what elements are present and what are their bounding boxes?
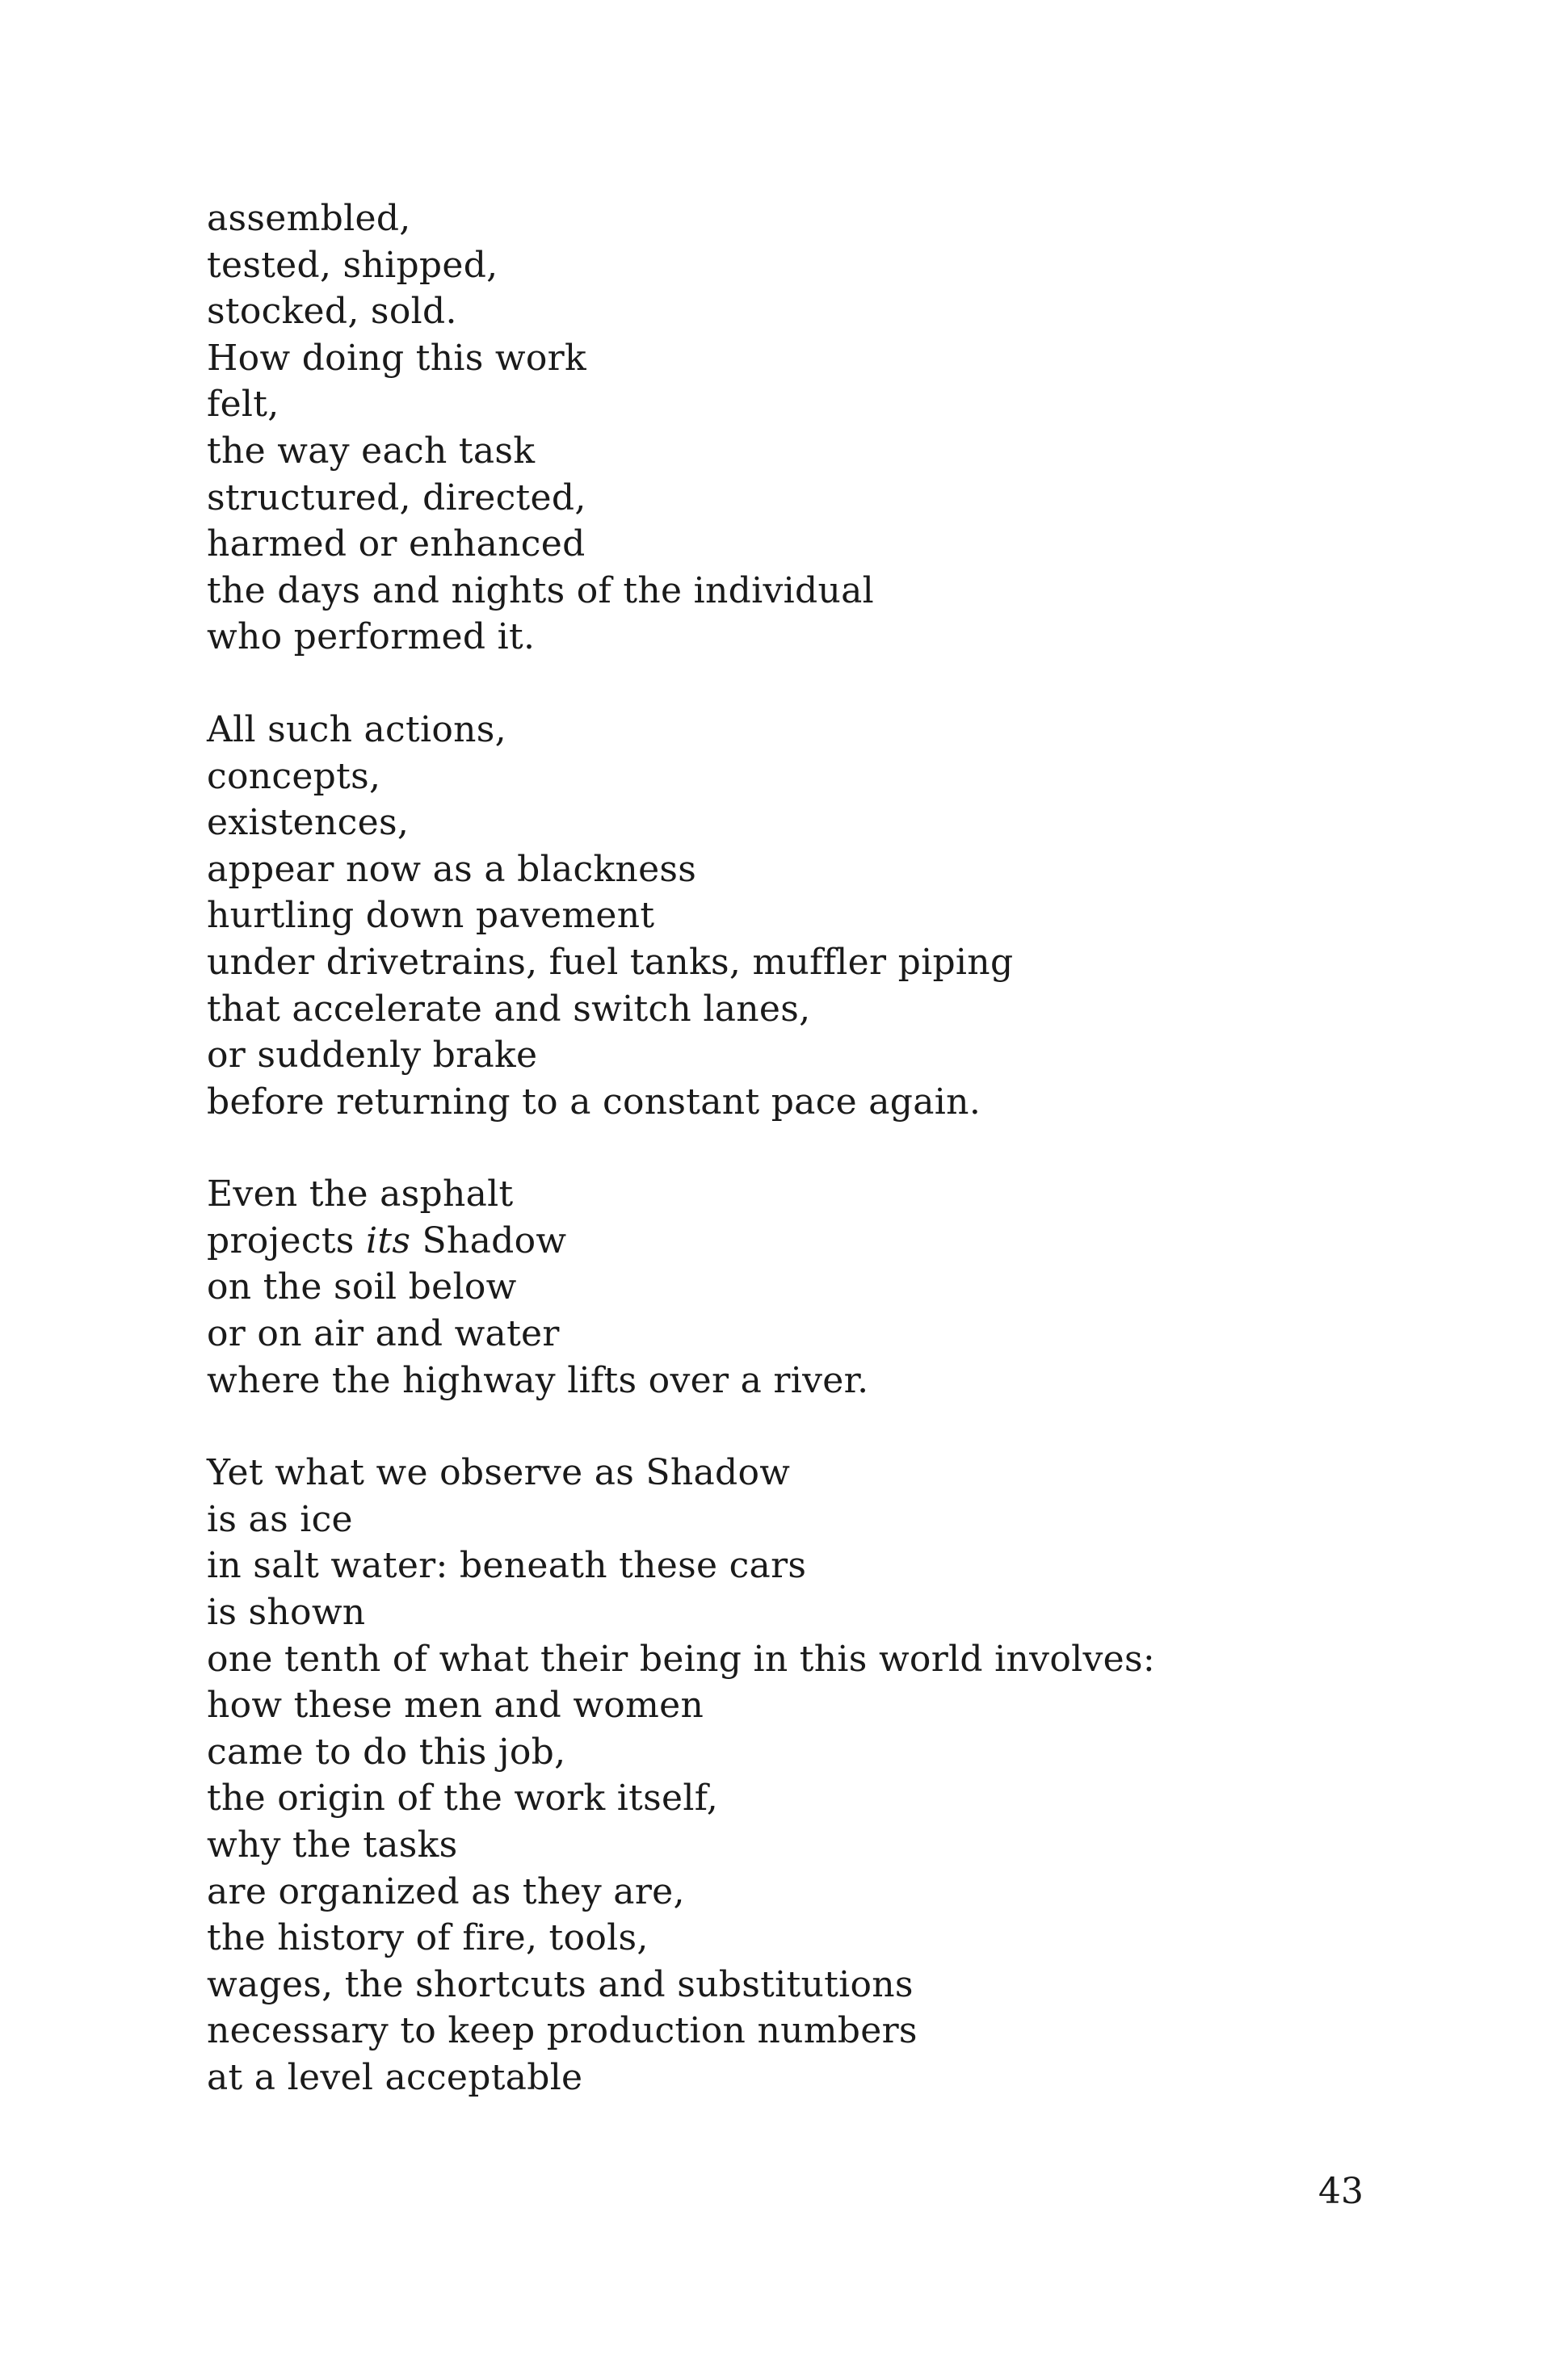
poem-line: under drivetrains, fuel tanks, muffler piping bbox=[207, 941, 1014, 983]
poem-line: the days and nights of the individual bbox=[207, 569, 875, 611]
poem-line: where the highway lifts over a river. bbox=[207, 1359, 869, 1401]
poem-line: is shown bbox=[207, 1592, 366, 1634]
line-text: projects bbox=[207, 1219, 366, 1261]
poem-line: hurtling down pavement bbox=[207, 895, 655, 937]
poem-line: wages, the shortcuts and substitutions bbox=[207, 1963, 914, 2005]
poem-line: All such actions, bbox=[207, 708, 506, 750]
poem-line: structured, directed, bbox=[207, 476, 586, 518]
poem-line: concepts, bbox=[207, 755, 381, 797]
poem-line: is as ice bbox=[207, 1498, 353, 1540]
poem-line bbox=[207, 1218, 1467, 1265]
poem-line: or suddenly brake bbox=[207, 1035, 538, 1077]
stanza-3 bbox=[207, 1171, 1467, 1404]
poem-line: how these men and women bbox=[207, 1685, 704, 1727]
poem-line: Even the asphalt bbox=[207, 1173, 514, 1215]
poem-line: harmed or enhanced bbox=[207, 523, 586, 565]
stanza-2 bbox=[207, 707, 1467, 1125]
poem-line: are organized as they are, bbox=[207, 1870, 685, 1912]
stanza-4 bbox=[207, 1450, 1467, 2101]
poem-line: in salt water: beneath these cars bbox=[207, 1545, 807, 1587]
poem-line: How doing this work bbox=[207, 337, 586, 379]
poem-line: who performed it. bbox=[207, 616, 536, 658]
poem-line: necessary to keep production numbers bbox=[207, 2010, 918, 2052]
poem-line: existences, bbox=[207, 802, 410, 844]
poem-line: felt, bbox=[207, 384, 279, 426]
poem-body bbox=[207, 195, 1467, 2147]
poem-line: why the tasks bbox=[207, 1824, 458, 1866]
poem-line: the history of fire, tools, bbox=[207, 1917, 649, 1959]
poem-line: came to do this job, bbox=[207, 1731, 566, 1773]
poem-line: that accelerate and switch lanes, bbox=[207, 988, 811, 1030]
poem-line: assembled, bbox=[207, 198, 411, 239]
poem-line: the way each task bbox=[207, 430, 536, 472]
poem-line: before returning to a constant pace again. bbox=[207, 1081, 981, 1123]
poem-line: on the soil below bbox=[207, 1266, 517, 1308]
poem-line: stocked, sold. bbox=[207, 291, 457, 333]
italic-emphasis: its bbox=[365, 1219, 411, 1261]
page-number: 43 bbox=[1318, 2171, 1364, 2212]
stanza-1 bbox=[207, 195, 1467, 661]
poem-line: at a level acceptable bbox=[207, 2056, 583, 2098]
poem-line: the origin of the work itself, bbox=[207, 1778, 718, 1820]
poem-line: tested, shipped, bbox=[207, 244, 498, 286]
poem-line: or on air and water bbox=[207, 1313, 560, 1355]
poem-line: Yet what we observe as Shadow bbox=[207, 1452, 791, 1494]
poem-line: one tenth of what their being in this world involves: bbox=[207, 1638, 1155, 1680]
poem-line: appear now as a blackness bbox=[207, 848, 697, 890]
line-text: Shadow bbox=[410, 1219, 567, 1261]
